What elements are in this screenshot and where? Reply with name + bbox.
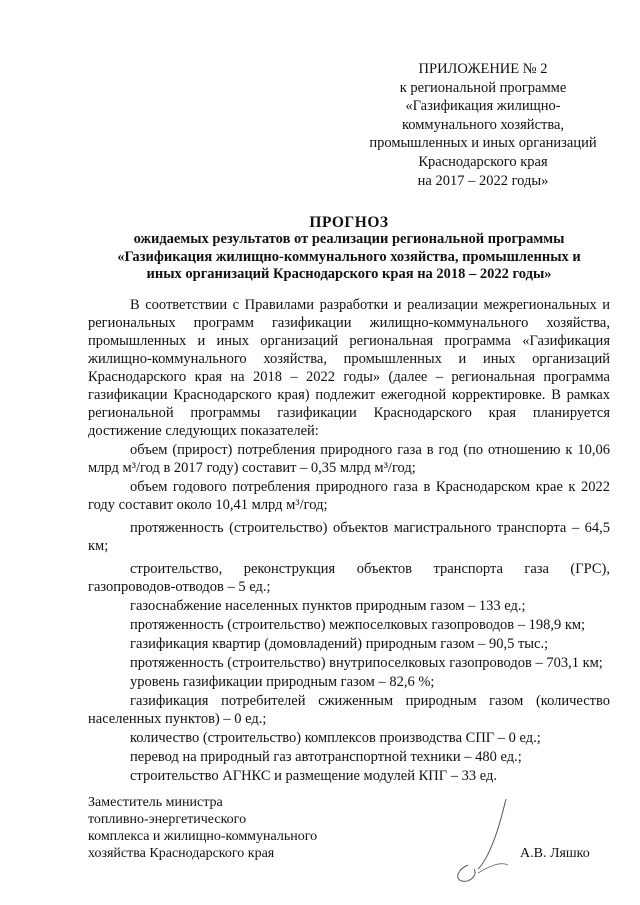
indicator-item: объем (прирост) потребления природного газа в год (по отношению к 10,06 млрд м³/год в 2017 году) составит – 0,35 млрд м³/год; (88, 442, 610, 476)
appendix-line: коммунального хозяйства, (401, 116, 565, 133)
handwritten-signature (448, 795, 528, 887)
indicator-item: уровень газификации природным газом – 82,6 %; (130, 674, 435, 690)
appendix-line: Краснодарского края (418, 153, 548, 170)
appendix-line: на 2017 – 2022 годы» (417, 172, 549, 189)
indicator-item: газоснабжение населенных пунктов природным газом – 133 ед.; (130, 598, 526, 614)
appendix-line: промышленных и иных организаций (369, 135, 597, 152)
indicator-item: объем годового потребления природного газа в Краснодарском крае к 2022 году составит около 10,41 млрд м³/год; (88, 479, 610, 513)
indicator-item: перевод на природный газ автотранспортной техники – 480 ед.; (130, 749, 522, 765)
signature-block (88, 794, 388, 862)
indicator-item: протяженность (строительство) внутрипоселковых газопроводов – 703,1 км; (130, 655, 603, 671)
indicator-item: газификация квартир (домовладений) природным газом – 90,5 тыс.; (130, 636, 549, 652)
indicator-item: газификация потребителей сжиженным природным газом (количество населенных пунктов) – 0 ед.; (88, 693, 610, 727)
intro-paragraph: В соответствии с Правилами разработки и реализации межрегиональных и региональных программ газификации жилищно-коммунального хозяйства, промышленных и иных организаций региональная программа «Газификация жилищно-коммунального хозяйства, промышленных и иных организаций Краснодарского края на 2018 – 2022 годы» (далее – региональная программа газификации Краснодарского края) подлежит ежегодной корректировке. В рамках региональной программы газификации Краснодарского края планируется достижение следующих показателей: (88, 297, 610, 439)
signer-position-line: комплекса и жилищно-коммунального (88, 829, 318, 844)
title-heading: ПРОГНОЗ (309, 214, 389, 231)
indicator-item: количество (строительство) комплексов производства СПГ – 0 ед.; (130, 730, 541, 746)
signer-position-line: топливно-энергетического (88, 812, 247, 827)
indicator-item: протяженность (строительство) межпоселковых газопроводов – 198,9 км; (130, 617, 586, 633)
title-line: иных организаций Краснодарского края на 2018 – 2022 годы» (146, 266, 552, 283)
signer-position-line: Заместитель министра (88, 795, 223, 810)
indicator-item: строительство АГНКС и размещение модулей КПГ – 33 ед. (130, 768, 497, 784)
signer-position-line: хозяйства Краснодарского края (88, 846, 275, 861)
appendix-line: «Газификация жилищно- (405, 98, 561, 115)
appendix-line: ПРИЛОЖЕНИЕ № 2 (418, 61, 548, 77)
document-title (88, 214, 610, 284)
appendix-header (355, 60, 611, 190)
appendix-line: к региональной программе (399, 79, 567, 96)
title-line: ожидаемых результатов от реализации региональной программы (133, 231, 565, 248)
indicator-item: протяженность (строительство) объектов магистрального транспорта – 64,5 км; (88, 520, 610, 554)
document-body (88, 296, 610, 785)
indicator-item: строительство, реконструкция объектов транспорта газа (ГРС), газопроводов-отводов – 5 ед.; (88, 561, 610, 595)
signer-name: А.В. Ляшко (520, 846, 590, 861)
title-line: «Газификация жилищно-коммунального хозяйства, промышленных и (117, 248, 581, 265)
